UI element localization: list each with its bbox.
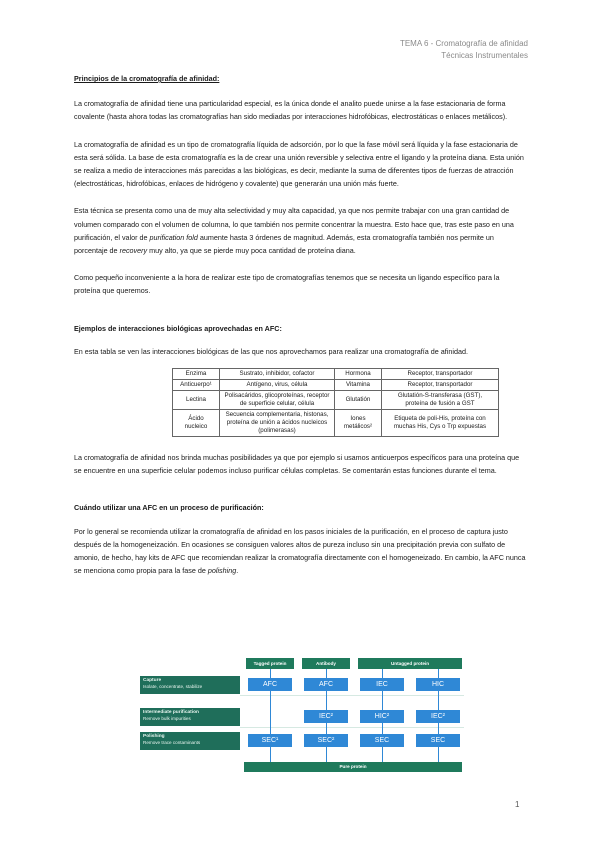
table-cell: Etiqueta de poli-His, proteína con muchas His, Cys o Trp expuestas	[382, 410, 499, 437]
table-cell: Polisacáridos, glicoproteínas, receptor de superficie celular, célula	[220, 391, 335, 410]
section-title-examples: Ejemplos de interacciones biológicas aprovechadas en AFC:	[74, 323, 282, 333]
paragraph	[74, 204, 526, 257]
table-cell: Lectina	[173, 391, 220, 410]
column-header: Antibody	[302, 658, 350, 669]
text-run: aumente hasta 3 órdenes de magnitud. Además, esta cromatografía también nos permite un porcentaje de	[74, 232, 494, 256]
technique-box: AFC	[304, 678, 348, 691]
technique-box: IEC²	[304, 710, 348, 723]
table-row	[173, 410, 499, 437]
step-label-polishing	[140, 732, 240, 750]
header-topic: TEMA 6 - Cromatografía de afinidad	[399, 39, 528, 48]
technique-box: IEC²	[416, 710, 460, 723]
table-cell: Receptor, transportador	[382, 380, 499, 391]
italic-term: polishing	[207, 566, 237, 576]
step-title: Intermediate purification	[143, 710, 199, 715]
paragraph: La cromatografía de afinidad tiene una particularidad especial, es la única donde el analito puede unirse a la fase estacionaria de forma covalente (hasta ahora todas las cromatografías han sido mediadas por interacciones hidrofóbicas, electrostáticas o enlaces metálicos).	[74, 99, 508, 122]
table-cell: Ácido nucleico	[173, 410, 220, 437]
table-row	[173, 369, 499, 380]
table-cell: Glutatión-S-transferasa (GST), proteína de fusión a GST	[382, 391, 499, 410]
step-label-intermediate	[140, 708, 240, 726]
italic-term: recovery	[119, 246, 148, 256]
table-row	[173, 380, 499, 391]
technique-box: SEC	[416, 734, 460, 747]
step-label-capture	[140, 676, 240, 694]
step-description: Isolate, concentrate, stabilize	[143, 683, 203, 689]
main-content	[74, 72, 526, 577]
technique-box: IEC	[360, 678, 404, 691]
table-cell: Secuencia complementaria, histonas, proteína de unión a ácidos nucleicos (polimerasas)	[220, 410, 335, 437]
table-cell: Antígeno, virus, célula	[220, 380, 335, 391]
paragraph: En esta tabla se ven las interacciones biológicas de las que nos aprovechamos para realizar una cromatografía de afinidad.	[74, 346, 468, 356]
column-header: Untagged protein	[358, 658, 462, 669]
technique-box: SEC¹	[248, 734, 292, 747]
table-cell: Enzima	[173, 369, 220, 380]
table-cell: Sustrato, inhibidor, cofactor	[220, 369, 335, 380]
technique-box: AFC	[248, 678, 292, 691]
italic-term: purification fold	[149, 232, 198, 242]
table-cell: Iones metálicos²	[335, 410, 382, 437]
interactions-table	[172, 368, 499, 437]
technique-box: HIC	[416, 678, 460, 691]
step-description: Remove trace contaminants	[143, 739, 201, 745]
table-cell: Hormona	[335, 369, 382, 380]
technique-box: SEC	[360, 734, 404, 747]
table-cell: Receptor, transportador	[382, 369, 499, 380]
paragraph: La cromatografía de afinidad es un tipo de cromatografía líquida de adsorción, por lo que la fase móvil será líquida y la fase estacionaria de esta será sólida. La base de esta cromatografía es la de crear una unión reversible y selectiva entre el ligando y la proteína diana. Esta unión se realiza a medio de interacciones más parecidas a las biológicas, es decir, mediante la suma de diferentes tipos de fuerzas de atracción (electrostáticas, hidrofóbicas, enlaces de hidrógeno y covalente) que generarán una unión más fuerte.	[74, 139, 524, 189]
purification-strategy-figure	[140, 658, 464, 774]
technique-box: HIC²	[360, 710, 404, 723]
paragraph: Como pequeño inconveniente a la hora de realizar este tipo de cromatografías tenemos que se necesita un ligando específico para la proteína que queremos.	[74, 273, 500, 296]
step-title: Capture	[143, 678, 162, 683]
text-run: muy alto, ya que se pierde muy poca cantidad de proteína diana.	[147, 246, 356, 256]
text-run: Esta técnica se presenta como una de muy alta selectividad y muy alta capacidad, ya que nos permite trabajar con una gran cantidad de volumen comparado con el volumen de columna, lo que también nos permite concentrar la muestra. Esto hace que, tras este paso en una purificación, el valor de	[74, 206, 514, 242]
paragraph: La cromatografía de afinidad nos brinda muchas posibilidades ya que por ejemplo si usamos anticuerpos específicos para una proteína que se encuentre en una superficie celular podemos incluso purificar células completas. Se comentarán estas funciones durante el tema.	[74, 453, 520, 476]
section-title-when: Cuándo utilizar una AFC en un proceso de purificación:	[74, 503, 264, 513]
header-subject: Técnicas Instrumentales	[441, 51, 528, 60]
column-header: Tagged protein	[246, 658, 294, 669]
text-run: .	[236, 566, 239, 576]
section-title-principles: Principios de la cromatografía de afinidad:	[74, 74, 220, 83]
page-number: 1	[515, 800, 520, 809]
page-header	[400, 38, 528, 62]
technique-box: SEC²	[304, 734, 348, 747]
table-row	[173, 391, 499, 410]
step-description: Remove bulk impurities	[143, 715, 191, 721]
paragraph	[74, 525, 526, 578]
table-cell: Glutatión	[335, 391, 382, 410]
step-title: Polishing	[143, 734, 165, 739]
table-cell: Vitamina	[335, 380, 382, 391]
table-cell: Anticuerpo¹	[173, 380, 220, 391]
text-run: Por lo general se recomienda utilizar la cromatografía de afinidad en los pasos iniciales de la purificación, en el proceso de captura justo después de la homogeneización. En ocasiones se consiguen valores altos de pureza incluso sin una precipitación previa con sulfato de amonio, de hecho, hay kits de AFC que recomiendan realizar la cromatografía directamente con el homogeneizado. En cambio, la AFC nunca se menciona como propia para la fase de	[74, 526, 526, 576]
pure-protein-bar: Pure protein	[244, 762, 462, 772]
